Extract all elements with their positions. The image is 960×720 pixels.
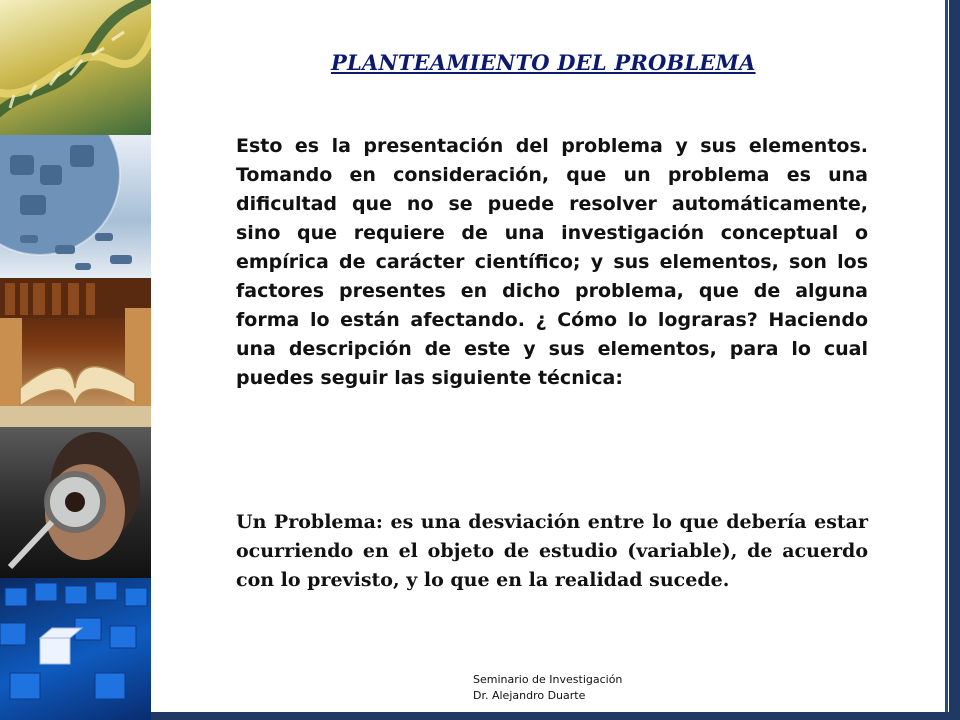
bottom-border — [151, 712, 960, 720]
problem-definition-paragraph: Un Problema: es una desviación entre lo que debería estar ocurriendo en el objeto de estudio (variable), de acuerdo con lo previsto, y lo que en la realidad sucede. — [236, 511, 868, 591]
slide-title: PLANTEAMIENTO DEL PROBLEMA — [331, 50, 756, 75]
footer-author: Dr. Alejandro Duarte — [473, 689, 586, 702]
magnifying-glass-person-image — [0, 427, 151, 578]
puzzle-globe-image — [0, 135, 151, 278]
footer-course-name: Seminario de Investigación — [473, 673, 623, 686]
footer — [473, 672, 622, 704]
blue-cubes-image — [0, 578, 151, 720]
decorative-image-strip — [0, 0, 151, 720]
books-image — [0, 278, 151, 427]
dna-helix-image — [0, 0, 151, 135]
intro-paragraph: Esto es la presentación del problema y sus elementos. Tomando en consideración, que un problema es una dificultad que no se puede resolver automáticamente, sino que requiere de una investigación conceptual o empírica de carácter científico; y sus elementos, son los factores presentes en dicho problema, que de alguna forma lo están afectando. ¿ Cómo lo lograras? Haciendo una descripción de este y sus elementos, para lo cual puedes seguir las siguiente técnica: — [236, 135, 868, 389]
right-border — [949, 0, 960, 720]
right-border-accent — [945, 0, 948, 720]
